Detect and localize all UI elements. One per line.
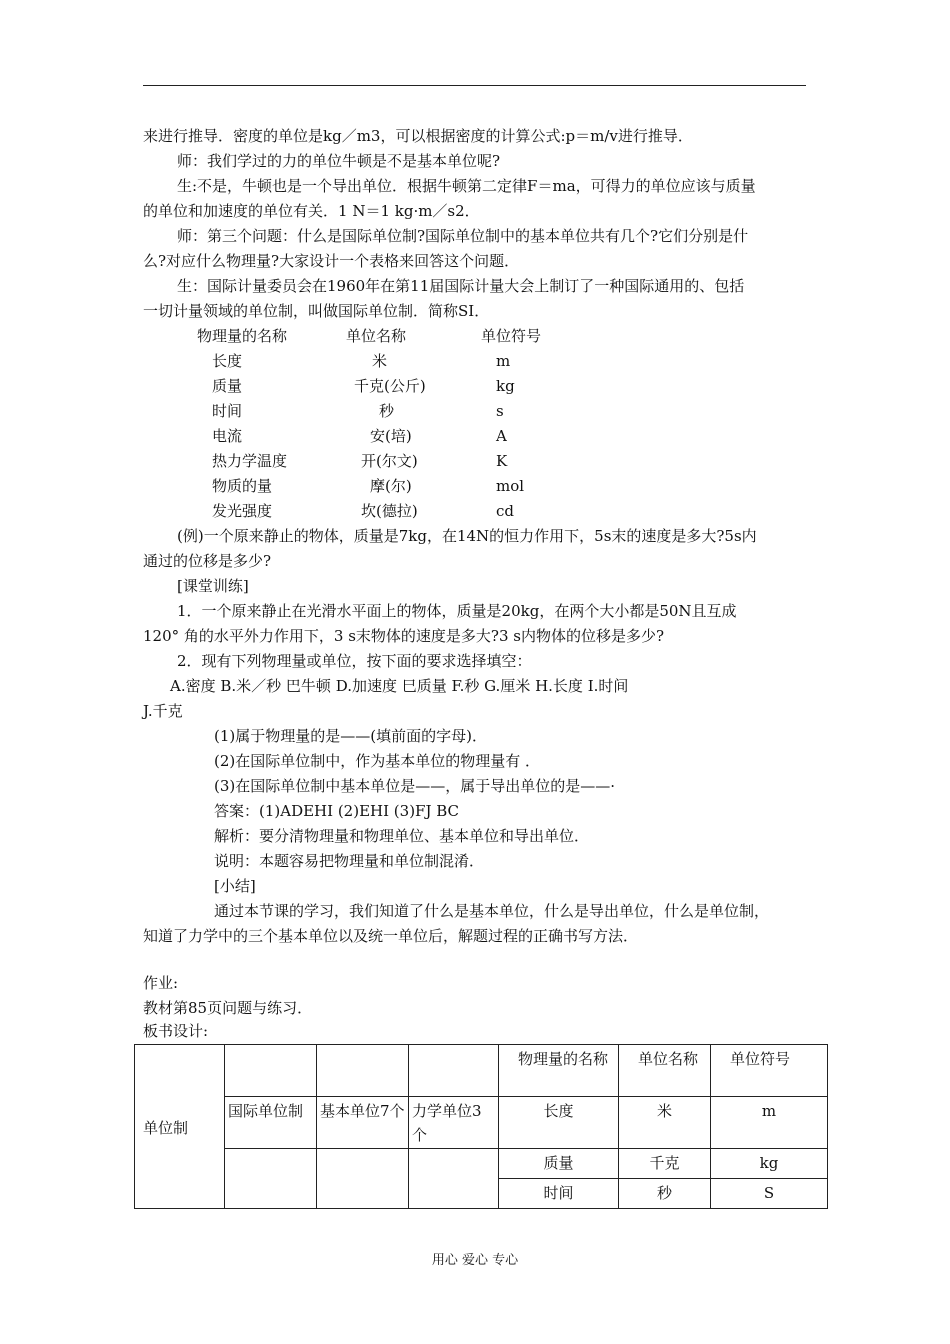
board-cell-empty xyxy=(317,1045,409,1097)
board-header-quantity: 物理量的名称 xyxy=(499,1045,619,1097)
board-cell-empty xyxy=(225,1045,317,1097)
example-text: (例)一个原来静止的物体，质量是7kg，在14N的恒力作用下，5s末的速度是多大?5s内 xyxy=(177,527,757,545)
summary-text: 通过本节课的学习，我们知道了什么是基本单位，什么是导出单位，什么是单位制， xyxy=(214,902,770,920)
question-line: (1)属于物理量的是——(填前面的字母)． xyxy=(214,727,487,745)
board-unit: 米 xyxy=(619,1097,711,1149)
text-line: 一切计量领域的单位制，叫做国际单位制．简称SI． xyxy=(143,302,490,320)
si-quantity: 质量 xyxy=(212,377,243,395)
si-unit: 摩(尔) xyxy=(370,477,412,495)
si-quantity: 热力学温度 xyxy=(212,452,288,470)
exercise-text: 2．现有下列物理量或单位，按下面的要求选择填空： xyxy=(177,652,532,670)
si-header-quantity: 物理量的名称 xyxy=(197,327,288,345)
board-cell-unit-system: 单位制 xyxy=(135,1045,225,1209)
board-symbol: kg xyxy=(711,1149,828,1179)
question-line: (2)在国际单位制中，作为基本单位的物理量有 ． xyxy=(214,752,541,770)
board-unit: 秒 xyxy=(619,1179,711,1209)
note-line: 说明：本题容易把物理量和单位制混淆． xyxy=(214,852,485,870)
text-line: 么?对应什么物理量?大家设计一个表格来回答这个问题． xyxy=(143,252,520,270)
homework-text: 教材第85页问题与练习． xyxy=(143,999,313,1017)
si-symbol: cd xyxy=(496,502,515,520)
si-header-unit: 单位名称 xyxy=(346,327,407,345)
board-header-symbol: 单位符号 xyxy=(711,1045,828,1097)
board-cell-mechanics-units: 力学单位3个 xyxy=(409,1097,499,1149)
exercise-text: 120° 角的水平外力作用下，3 s末物体的速度是多大?3 s内物体的位移是多少? xyxy=(143,627,665,645)
text-line: 生：国际计量委员会在1960年在第11届国际计量大会上制订了一种国际通用的、包括 xyxy=(177,277,745,295)
si-symbol: s xyxy=(496,402,504,420)
board-header-unit: 单位名称 xyxy=(619,1045,711,1097)
homework-label: 作业: xyxy=(143,974,179,992)
summary-text: 知道了力学中的三个基本单位以及统一单位后，解题过程的正确书写方法． xyxy=(143,927,639,945)
si-symbol: A xyxy=(496,427,507,445)
si-unit: 安(培) xyxy=(370,427,412,445)
text-line: 生:不是，牛顿也是一个导出单位．根据牛顿第二定律F＝ma，可得力的单位应该与质量 xyxy=(177,177,756,195)
si-unit: 坎(德拉) xyxy=(361,502,418,520)
text-line: 来进行推导．密度的单位是kg／m3，可以根据密度的计算公式:p＝m/v进行推导． xyxy=(143,127,693,145)
board-cell-empty xyxy=(409,1149,499,1209)
board-quantity: 长度 xyxy=(499,1097,619,1149)
si-unit: 秒 xyxy=(379,402,395,420)
board-cell-empty xyxy=(225,1149,317,1209)
si-symbol: kg xyxy=(496,377,515,395)
example-text: 通过的位移是多少? xyxy=(143,552,272,570)
text-line: 的单位和加速度的单位有关．1 N＝1 kg·m／s2． xyxy=(143,202,480,220)
si-header-symbol: 单位符号 xyxy=(481,327,542,345)
board-cell-empty xyxy=(317,1149,409,1209)
board-symbol: S xyxy=(711,1179,828,1209)
header-rule xyxy=(143,85,806,86)
board-cell-empty xyxy=(409,1045,499,1097)
board-quantity: 时间 xyxy=(499,1179,619,1209)
options-line: A.密度 B.米／秒 巴牛顿 D.加速度 巳质量 F.秒 G.厘米 H.长度 I.时间 xyxy=(170,677,629,695)
board-unit: 千克 xyxy=(619,1149,711,1179)
si-quantity: 物质的量 xyxy=(212,477,273,495)
page-footer: 用心 爱心 专心 xyxy=(431,1253,519,1268)
si-unit: 米 xyxy=(372,352,388,370)
si-symbol: m xyxy=(496,352,511,370)
si-unit: 开(尔文) xyxy=(361,452,418,470)
si-quantity: 电流 xyxy=(212,427,243,445)
si-quantity: 长度 xyxy=(212,352,243,370)
text-line: 师：我们学过的力的单位牛顿是不是基本单位呢? xyxy=(177,152,501,170)
text-line: 师：第三个问题：什么是国际单位制?国际单位制中的基本单位共有几个?它们分别是什 xyxy=(177,227,749,245)
exercise-heading: [课堂训练] xyxy=(177,577,249,595)
board-cell-base-units: 基本单位7个 xyxy=(317,1097,409,1149)
exercise-text: 1．一个原来静止在光滑水平面上的物体，质量是20kg，在两个大小都是50N且互成 xyxy=(177,602,737,620)
si-unit: 千克(公斤) xyxy=(354,377,426,395)
board-design-table xyxy=(134,1044,827,1209)
board-design-label: 板书设计: xyxy=(143,1022,209,1040)
si-quantity: 发光强度 xyxy=(212,502,273,520)
board-quantity: 质量 xyxy=(499,1149,619,1179)
board-cell-si: 国际单位制 xyxy=(225,1097,317,1149)
si-quantity: 时间 xyxy=(212,402,243,420)
question-line: (3)在国际单位制中基本单位是——，属于导出单位的是——· xyxy=(214,777,616,795)
options-line: J.千克 xyxy=(143,702,183,720)
analysis-line: 解析：要分清物理量和物理单位、基本单位和导出单位． xyxy=(214,827,590,845)
answer-line: 答案：(1)ADEHI (2)EHI (3)FJ BC xyxy=(214,802,460,820)
summary-heading: [小结] xyxy=(214,877,256,895)
board-symbol: m xyxy=(711,1097,828,1149)
si-symbol: K xyxy=(496,452,508,470)
si-symbol: mol xyxy=(496,477,525,495)
